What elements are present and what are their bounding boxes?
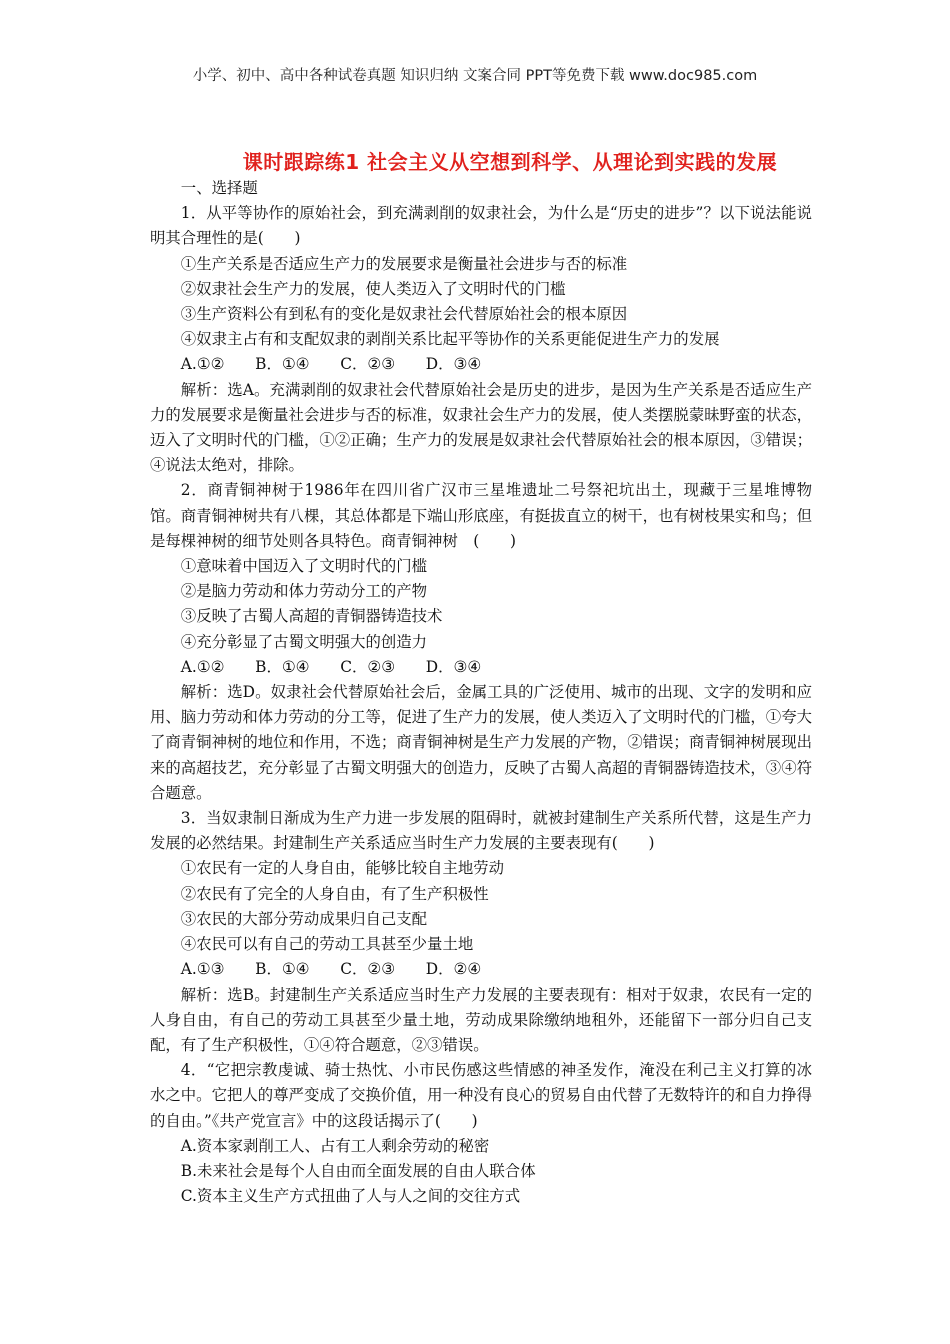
section-label: 一、选择题 (180, 179, 258, 197)
question-2-choices: A.①② B．①④ C．②③ D．③④ (180, 657, 482, 676)
question-1-option: ③生产资料公有到私有的变化是奴隶社会代替原始社会的根本原因 (180, 305, 628, 324)
question-3-option: ①农民有一定的人身自由，能够比较自主地劳动 (180, 859, 505, 878)
question-2-option: ③反映了古蜀人高超的青铜器铸造技术 (180, 607, 443, 626)
question-3-stem: 3．当奴隶制日渐成为生产力进一步发展的阻碍时，就被封建制生产关系所代替，这是生产力发展的必然结果。封建制生产关系适应当时生产力发展的主要表现有( ) (150, 809, 812, 853)
question-4-stem: 4．“它把宗教虔诚、骑士热忱、小市民伤感这些情感的神圣发作，淹没在利己主义打算的冰水之中。它把人的尊严变成了交换价值，用一种没有良心的贸易自由代替了无数特许的和自力挣得的自由。”《共产党宣言》中的这段话揭示了( ) (150, 1061, 812, 1130)
question-4-option: B.未来社会是每个人自由而全面发展的自由人联合体 (180, 1161, 536, 1180)
question-1-stem: 1．从平等协作的原始社会，到充满剥削的奴隶社会，为什么是“历史的进步”？以下说法能说明其合理性的是( ) (150, 204, 812, 248)
question-3-analysis: 解析：选B。封建制生产关系适应当时生产力发展的主要表现有：相对于奴隶，农民有一定的人身自由，有自己的劳动工具甚至少量土地，劳动成果除缴纳地租外，还能留下一部分归自己支配，有了生产积极性，①④符合题意，②③错误。 (150, 985, 812, 1054)
question-1-option: ②奴隶社会生产力的发展，使人类迈入了文明时代的门槛 (180, 279, 566, 298)
question-1-option: ①生产关系是否适应生产力的发展要求是衡量社会进步与否的标准 (180, 254, 628, 273)
question-3-option: ②农民有了完全的人身自由，有了生产积极性 (180, 884, 489, 903)
question-3-choices: A.①③ B．①④ C．②③ D．②④ (180, 960, 482, 979)
question-4-option: A.资本家剥削工人、占有工人剩余劳动的秘密 (180, 1136, 490, 1155)
question-1-analysis: 解析：选A。充满剥削的奴隶社会代替原始社会是历史的进步，是因为生产关系是否适应生产力的发展要求是衡量社会进步与否的标准，奴隶社会生产力的发展，使人类摆脱蒙昧野蛮的状态，迈入了文明时代的门槛，①②正确；生产力的发展是奴隶社会代替原始社会的根本原因，③错误；④说法太绝对，排除。 (150, 380, 812, 475)
question-1-choices: A.①② B．①④ C．②③ D．③④ (180, 355, 482, 374)
question-2-option: ④充分彰显了古蜀文明强大的创造力 (180, 632, 428, 651)
question-2-stem: 2．商青铜神树于1986年在四川省广汉市三星堆遗址二号祭祀坑出土，现藏于三星堆博物馆。商青铜神树共有八棵，其总体都是下端山形底座，有挺拔直立的树干，也有树枝果实和鸟；但是每棵神树的细节处则各具特色。商青铜神树 ( ) (150, 481, 812, 550)
page-header: 小学、初中、高中各种试卷真题 知识归纳 文案合同 PPT等免费下载 www.doc985.com (192, 68, 758, 84)
question-2-option: ②是脑力劳动和体力劳动分工的产物 (180, 582, 428, 601)
question-3-option: ③农民的大部分劳动成果归自己支配 (180, 909, 428, 928)
question-3-option: ④农民可以有自己的劳动工具甚至少量土地 (180, 935, 474, 954)
question-2-option: ①意味着中国迈入了文明时代的门槛 (180, 557, 428, 576)
question-1-option: ④奴隶主占有和支配奴隶的剥削关系比起平等协作的关系更能促进生产力的发展 (180, 330, 720, 349)
question-4-option: C.资本主义生产方式扭曲了人与人之间的交往方式 (180, 1187, 521, 1206)
question-2-analysis: 解析：选D。奴隶社会代替原始社会后，金属工具的广泛使用、城市的出现、文字的发明和应用、脑力劳动和体力劳动的分工等，促进了生产力的发展，使人类迈入了文明时代的门槛，①夸大了商青铜神树的地位和作用，不选；商青铜神树是生产力发展的产物，②错误；商青铜神树展现出来的高超技艺，充分彰显了古蜀文明强大的创造力，反映了古蜀人高超的青铜器铸造技术，③④符合题意。 (150, 683, 812, 802)
page-title: 课时跟踪练1 社会主义从空想到科学、从理论到实践的发展 (242, 150, 778, 174)
document-body (150, 176, 812, 1209)
